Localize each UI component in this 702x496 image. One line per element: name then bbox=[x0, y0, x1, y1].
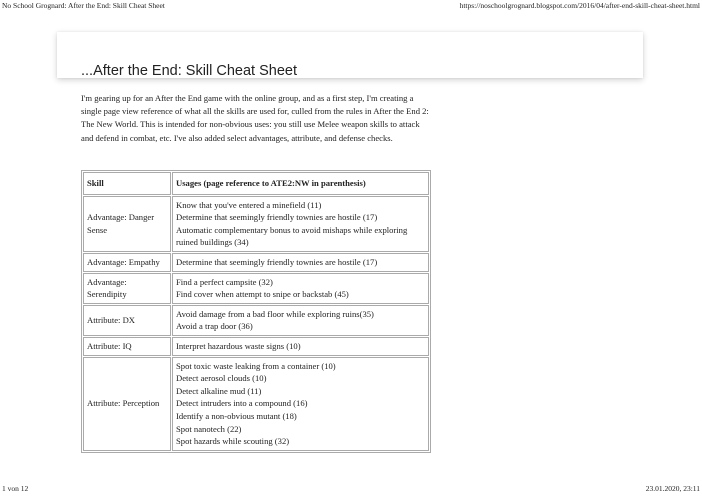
usages-cell bbox=[172, 357, 429, 451]
usage-item: Identify a non-obvious mutant (18) bbox=[176, 410, 297, 421]
table-body bbox=[83, 196, 429, 451]
skill-cell: Advantage: Danger Sense bbox=[83, 196, 171, 252]
usages-cell bbox=[172, 337, 429, 356]
usage-item: Spot nanotech (22) bbox=[176, 423, 242, 434]
skill-cell: Advantage: Empathy bbox=[83, 253, 171, 272]
skill-cell: Attribute: Perception bbox=[83, 357, 171, 451]
print-header-url: https://noschoolgrognard.blogspot.com/2016/04/after-end-skill-cheat-sheet.html bbox=[459, 1, 700, 10]
column-header-usages: Usages (page reference to ATE2:NW in parenthesis) bbox=[172, 172, 429, 195]
skill-table bbox=[81, 170, 431, 453]
usage-item: Avoid a trap door (36) bbox=[176, 321, 253, 332]
usage-item: Find a perfect campsite (32) bbox=[176, 276, 273, 287]
usage-item: Automatic complementary bonus to avoid mishaps while exploring ruined buildings (34) bbox=[176, 224, 408, 248]
usage-item: Determine that seemingly friendly townies are hostile (17) bbox=[176, 256, 378, 267]
table-row bbox=[83, 253, 429, 272]
usages-cell bbox=[172, 253, 429, 272]
table-row bbox=[83, 273, 429, 304]
usage-item: Avoid damage from a bad floor while exploring ruins(35) bbox=[176, 308, 374, 319]
print-datetime: 23.01.2020, 23:11 bbox=[645, 484, 700, 493]
usage-item: Detect alkaline mud (11) bbox=[176, 385, 262, 396]
table-row bbox=[83, 196, 429, 252]
usage-item: Determine that seemingly friendly townies are hostile (17) bbox=[176, 212, 378, 223]
usage-item: Detect aerosol clouds (10) bbox=[176, 373, 267, 384]
print-header-page-title: No School Grognard: After the End: Skill Cheat Sheet bbox=[2, 1, 165, 10]
page-counter: 1 von 12 bbox=[2, 484, 29, 493]
table-header-row bbox=[83, 172, 429, 195]
usage-item: Find cover when attempt to snipe or backstab (45) bbox=[176, 289, 349, 300]
table-row bbox=[83, 305, 429, 336]
column-header-skill: Skill bbox=[83, 172, 171, 195]
usages-cell bbox=[172, 273, 429, 304]
usage-item: Spot toxic waste leaking from a container (10) bbox=[176, 360, 336, 371]
skill-cell: Advantage: Serendipity bbox=[83, 273, 171, 304]
print-footer bbox=[0, 484, 702, 496]
table-row bbox=[83, 357, 429, 451]
usage-item: Spot hazards while scouting (32) bbox=[176, 436, 290, 447]
skill-cell: Attribute: DX bbox=[83, 305, 171, 336]
post-title[interactable]: ...After the End: Skill Cheat Sheet bbox=[81, 63, 298, 79]
skill-cell: Attribute: IQ bbox=[83, 337, 171, 356]
usage-item: Interpret hazardous waste signs (10) bbox=[176, 340, 301, 351]
table-row bbox=[83, 337, 429, 356]
post-intro: I'm gearing up for an After the End game with the online group, and as a first step, I'm creating a single page view reference of what all the skills are used for, culled from the rules in After the End 2: The New World. This is intended for non-obvious uses: you still use Melee weapon skills to attack and defend in combat, etc. I've also added select advantages, attribute, and defense checks. bbox=[81, 93, 429, 143]
usages-cell bbox=[172, 196, 429, 252]
usages-cell bbox=[172, 305, 429, 336]
usage-item: Know that you've entered a minefield (11) bbox=[176, 199, 322, 210]
usage-item: Detect intruders into a compound (16) bbox=[176, 398, 308, 409]
